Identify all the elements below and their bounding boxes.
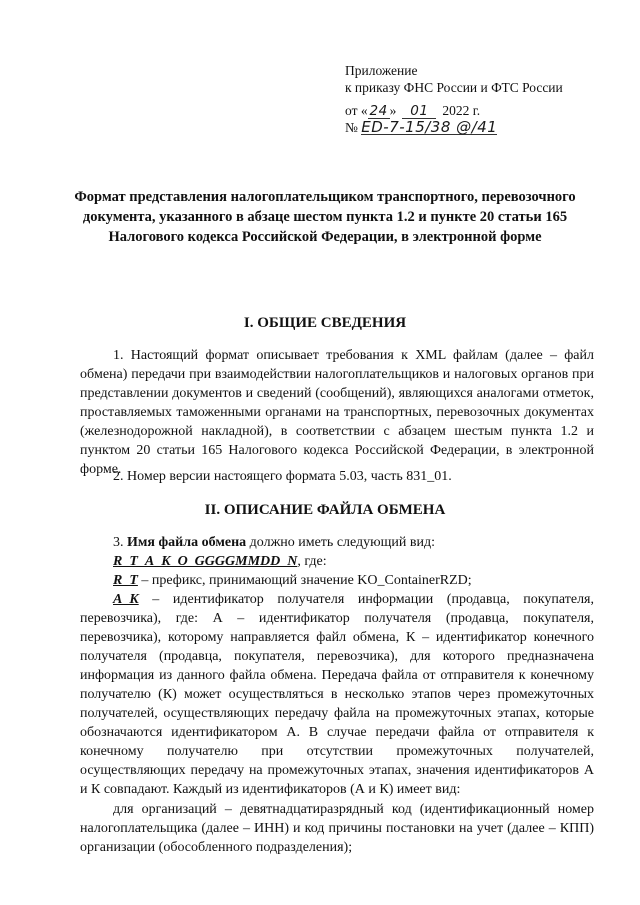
approval-block (345, 62, 563, 136)
p4-rest: , где: (297, 554, 327, 569)
p3-bold-term: Имя файла обмена (127, 535, 247, 550)
paragraph-identifier-def (80, 590, 594, 799)
date-month-handwritten: 01 (402, 104, 436, 119)
number-prefix: № (345, 120, 358, 135)
date-year: 2022 г. (442, 103, 481, 118)
paragraph-organizations: для организаций – девятнадцатиразрядный код (идентификационный номер налогоплательщика (далее – ИНН) и код причины постановки на учет (далее – КПП) организации (обособленного подразделения); (80, 802, 594, 855)
paragraph-prefix-def (80, 571, 594, 590)
number-handwritten: ED-7-15/38 @/41 (361, 118, 498, 136)
p3-rest: должно иметь следующий вид: (246, 535, 436, 550)
approval-order-ref: к приказу ФНС России и ФТС России (345, 80, 563, 95)
identifier-code: A_K (113, 592, 139, 607)
prefix-code: R_T (113, 573, 138, 588)
paragraph-1: 1. Настоящий формат описывает требования к XML файлам (далее – файл обмена) передачи при взаимодействии налогоплательщиков и налоговых органов при представлении документов и сведений (сообщений), являющихся аналогами отметок, проставляемых таможенными органами на транспортных, перевозочных документах (железнодорожной накладной), в соответствии с абзацем шестым пункта 1.2 и пунктом 20 статьи 165 Налогового кодекса Российской Федерации, в электронной форме. (80, 348, 594, 477)
paragraph-2: 2. Номер версии настоящего формата 5.03, часть 831_01. (113, 469, 452, 484)
date-day-handwritten: 24 (369, 103, 388, 119)
section-heading-file-description: II. ОПИСАНИЕ ФАЙЛА ОБМЕНА (204, 502, 446, 518)
approval-label: Приложение (345, 63, 418, 78)
paragraph-3 (80, 533, 594, 552)
file-name-pattern: R_T_A_K_O_GGGGMMDD_N (113, 554, 298, 569)
paragraph-file-pattern (80, 552, 594, 571)
approval-number (345, 119, 563, 136)
date-prefix: от « (345, 103, 368, 118)
section-heading-general: I. ОБЩИЕ СВЕДЕНИЯ (243, 315, 407, 331)
p3-prefix: 3. (113, 535, 127, 550)
document-title: Формат представления налогоплательщиком транспортного, перевозочного документа, указанного в абзаце шестом пункта 1.2 и пункте 20 статьи 165 Налогового кодекса Российской Федерации, в электронной форме (74, 189, 576, 245)
p5-rest: – префикс, принимающий значение KO_ContainerRZD; (137, 573, 472, 588)
p6-rest: – идентификатор получателя информации (продавца, покупателя, перевозчика), где: А – идентификатор получателя (продавца, покупателя, перевозчика), которому направляется файл обмена, К – идентификатор конечного получателя (продавца, покупателя, перевозчика), для которого предназначена информация из данного файла обмена. Передача файла от отправителя к конечному получателю (К) может осуществляться в несколько этапов через промежуточных получателей, осуществляющих передачу файла на промежуточных этапах, которые обозначаются идентификатором А. В случае передачи файла от отправителя к конечному получателю при отсутствии промежуточных получателей, осуществляющих передачу на промежуточных этапах, значения идентификаторов А и К совпадают. Каждый из идентификаторов (А и К) имеет вид: (80, 592, 594, 797)
date-quote-close: » (389, 103, 397, 118)
approval-date (345, 102, 563, 119)
